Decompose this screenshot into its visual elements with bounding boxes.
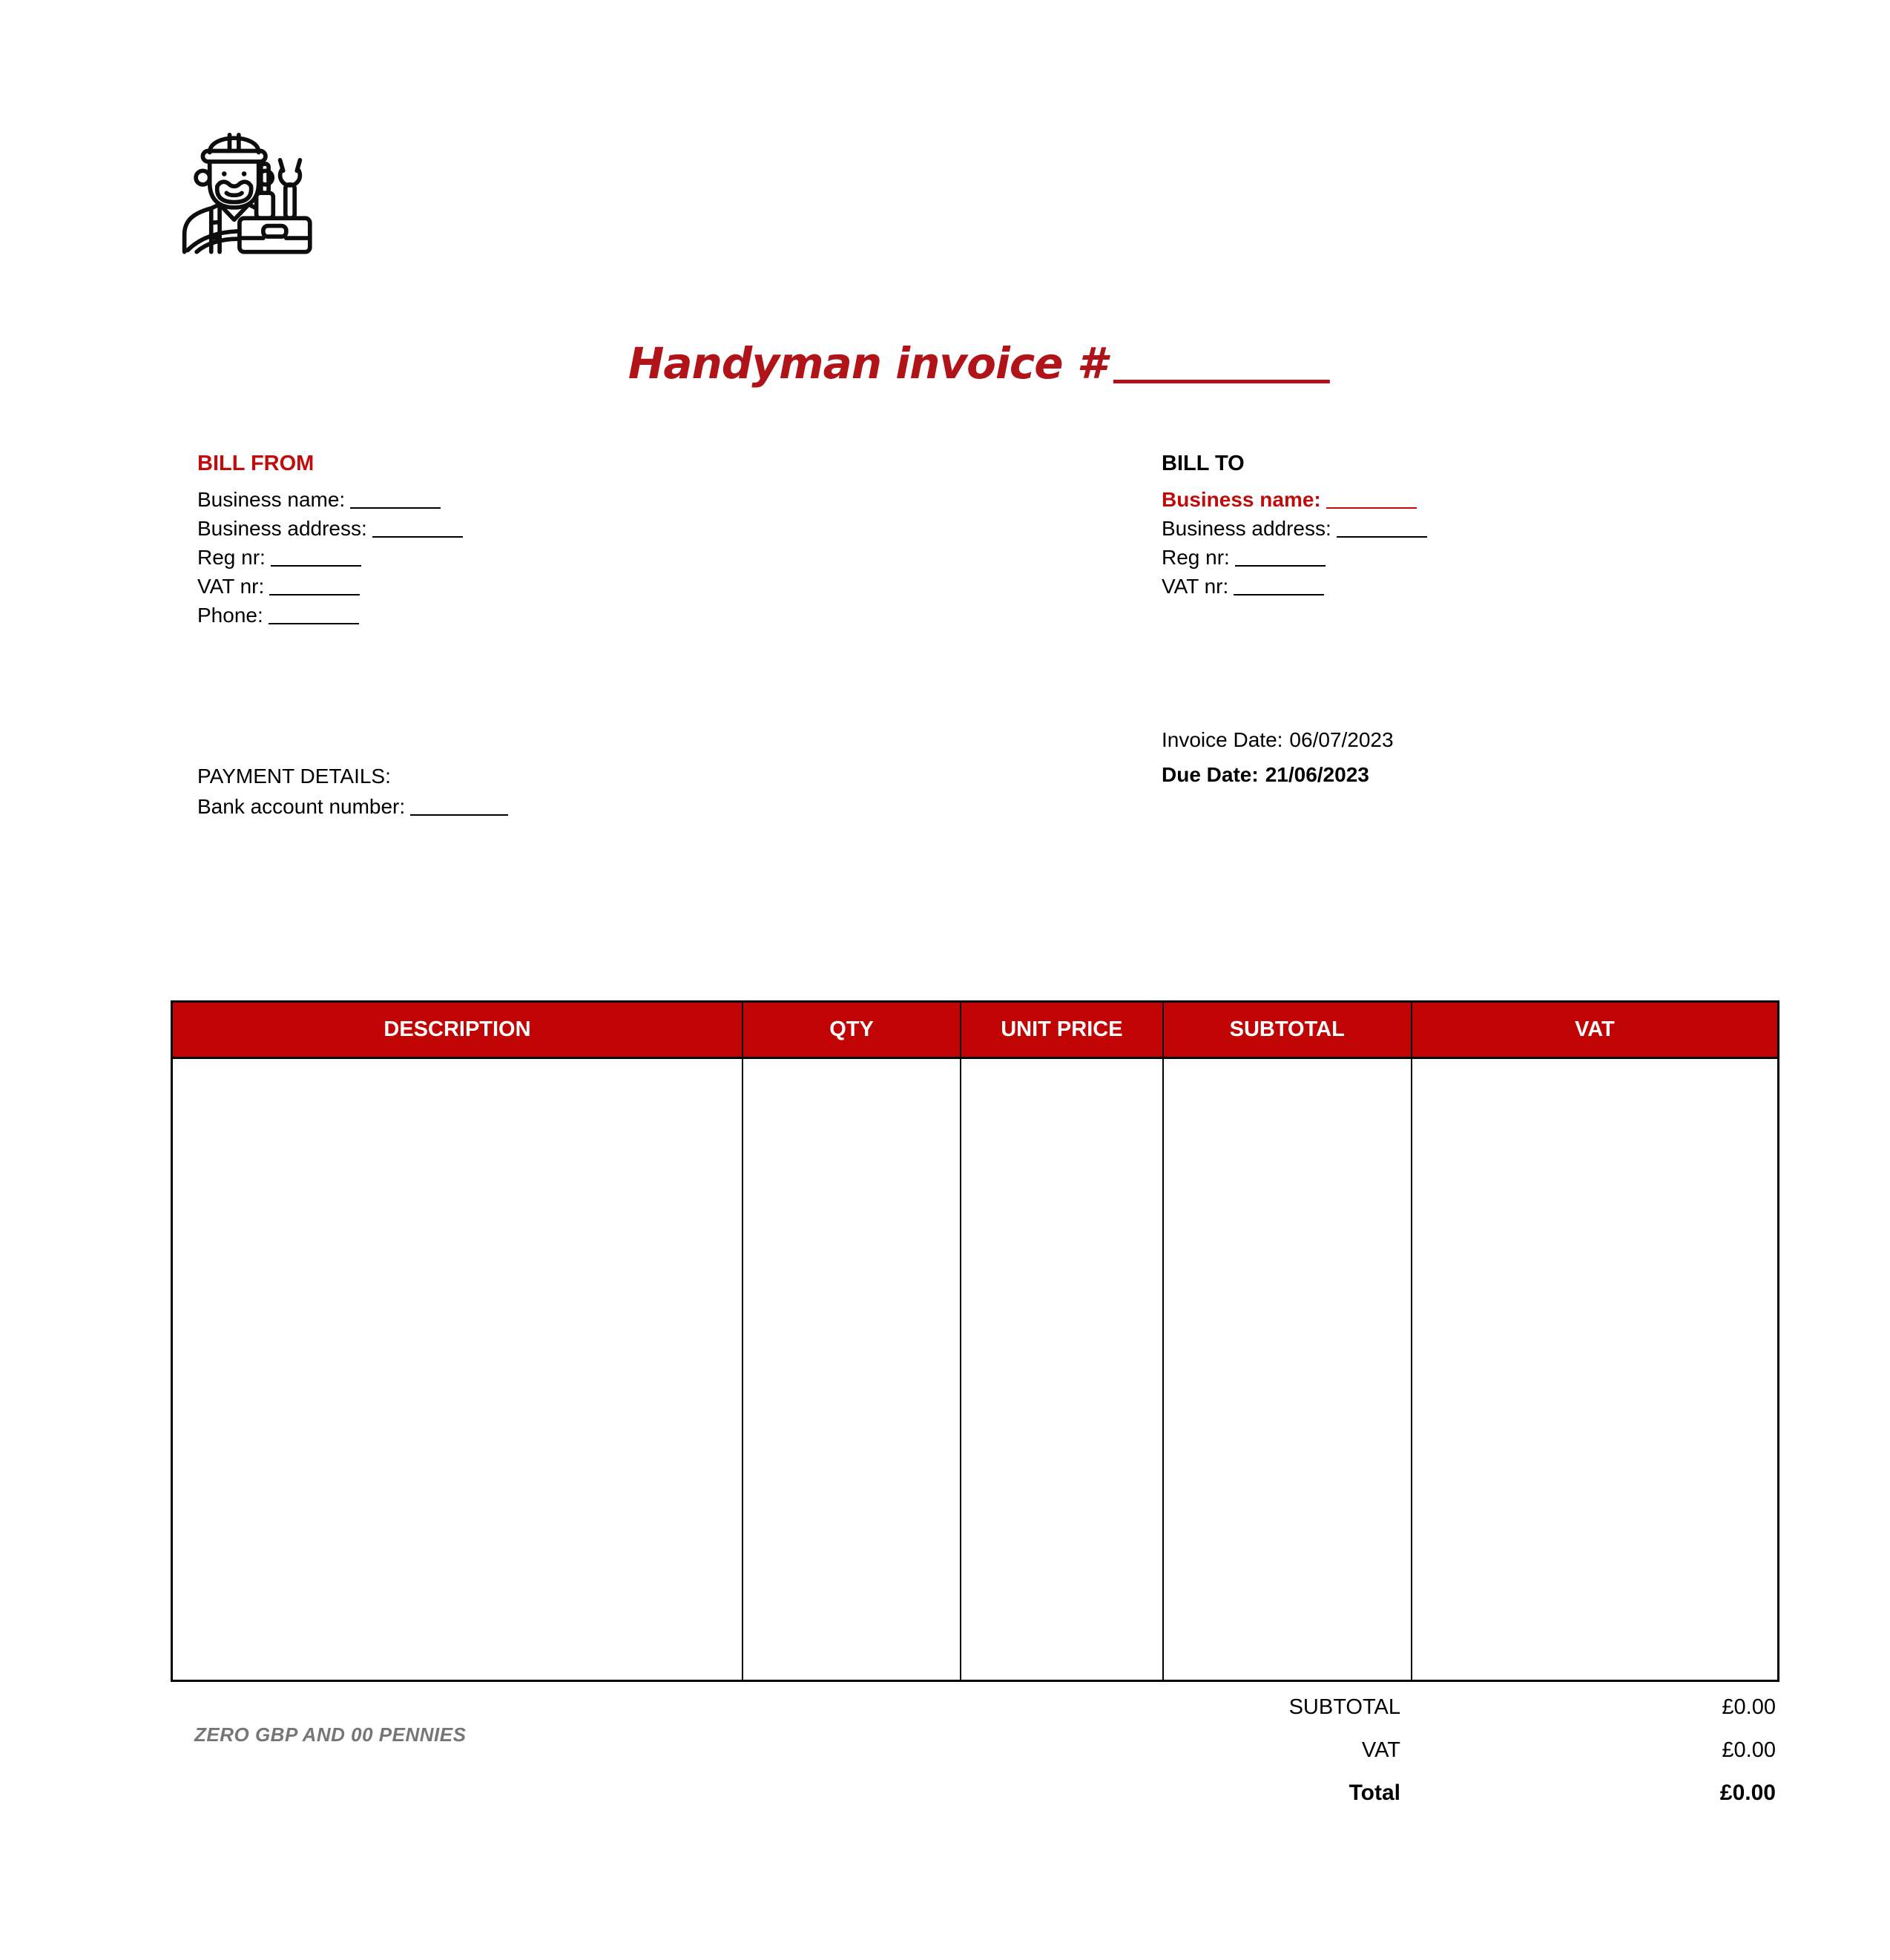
bill-to-heading: BILL TO	[1162, 452, 1245, 475]
subtotal-label: SUBTOTAL	[1288, 1695, 1400, 1719]
bill-from-reg-nr	[197, 543, 463, 572]
blank-line	[1326, 491, 1417, 509]
vat-label: VAT	[1361, 1738, 1400, 1762]
invoice-number-blank	[1113, 343, 1330, 383]
bill-from-business-name	[197, 485, 463, 514]
blank-line	[410, 798, 508, 816]
field-label: Phone:	[197, 604, 263, 627]
items-table	[171, 1000, 1779, 1682]
dates-section	[1162, 722, 1394, 792]
bill-from-section	[197, 449, 463, 630]
blank-line	[372, 520, 463, 538]
blank-line	[1337, 520, 1427, 538]
total-value: £0.00	[1719, 1781, 1776, 1805]
handyman-logo	[169, 117, 315, 258]
field-label: Business address:	[197, 517, 367, 540]
items-table-header	[173, 1003, 1777, 1059]
column-header-vat: VAT	[1575, 1017, 1615, 1041]
invoice-date-label: Invoice Date:	[1162, 728, 1283, 751]
due-date-value: 21/06/2023	[1265, 763, 1369, 786]
bill-from-vat-nr	[197, 572, 463, 601]
bill-to-section	[1162, 449, 1427, 601]
field-label: Reg nr:	[197, 546, 266, 569]
field-label: Business address:	[1162, 517, 1331, 540]
field-label: Business name:	[197, 488, 346, 511]
bank-account-row	[197, 791, 508, 822]
column-header-unit-price: UNIT PRICE	[961, 1003, 1164, 1057]
bill-to-business-address	[1162, 514, 1427, 543]
vat-column-cell	[1412, 1059, 1777, 1680]
bill-to-vat-nr	[1162, 572, 1427, 601]
invoice-date-value: 06/07/2023	[1289, 728, 1394, 751]
blank-line	[269, 578, 360, 595]
blank-line	[269, 607, 359, 624]
total-row	[171, 1772, 1779, 1815]
column-header-description: DESCRIPTION	[173, 1003, 743, 1057]
bill-from-heading: BILL FROM	[197, 452, 315, 475]
total-label: Total	[1349, 1781, 1400, 1805]
blank-line	[271, 549, 361, 567]
column-header-subtotal: SUBTOTAL	[1164, 1003, 1412, 1057]
field-label: Business name:	[1162, 488, 1321, 511]
page-title	[628, 338, 1330, 389]
field-label: Bank account number:	[197, 795, 406, 818]
items-table-body	[173, 1059, 1777, 1680]
field-label: VAT nr:	[197, 575, 265, 598]
payment-details-section	[197, 761, 508, 822]
subtotal-value: £0.00	[1722, 1695, 1776, 1719]
column-header-qty: QTY	[743, 1003, 961, 1057]
description-column-cell	[173, 1059, 743, 1680]
blank-line	[1234, 578, 1324, 595]
subtotal-row	[171, 1686, 1779, 1729]
amount-in-words: ZERO GBP AND 00 PENNIES	[194, 1723, 467, 1746]
field-label: Reg nr:	[1162, 546, 1230, 569]
subtotal-column-cell	[1164, 1059, 1412, 1680]
page-title-text: Handyman invoice #	[628, 338, 1107, 389]
bill-from-phone	[197, 601, 463, 630]
unit-price-column-cell	[961, 1059, 1164, 1680]
field-label: VAT nr:	[1162, 575, 1229, 598]
invoice-date-row	[1162, 722, 1394, 757]
bill-to-reg-nr	[1162, 543, 1427, 572]
bill-from-business-address	[197, 514, 463, 543]
bill-to-business-name	[1162, 485, 1427, 514]
payment-details-heading: PAYMENT DETAILS:	[197, 765, 391, 788]
vat-value: £0.00	[1722, 1738, 1776, 1762]
blank-line	[350, 491, 441, 509]
due-date-label: Due Date:	[1162, 763, 1259, 786]
blank-line	[1235, 549, 1326, 567]
handyman-worker-icon	[169, 117, 315, 258]
totals-section	[171, 1686, 1779, 1815]
due-date-row	[1162, 757, 1394, 792]
qty-column-cell	[743, 1059, 961, 1680]
